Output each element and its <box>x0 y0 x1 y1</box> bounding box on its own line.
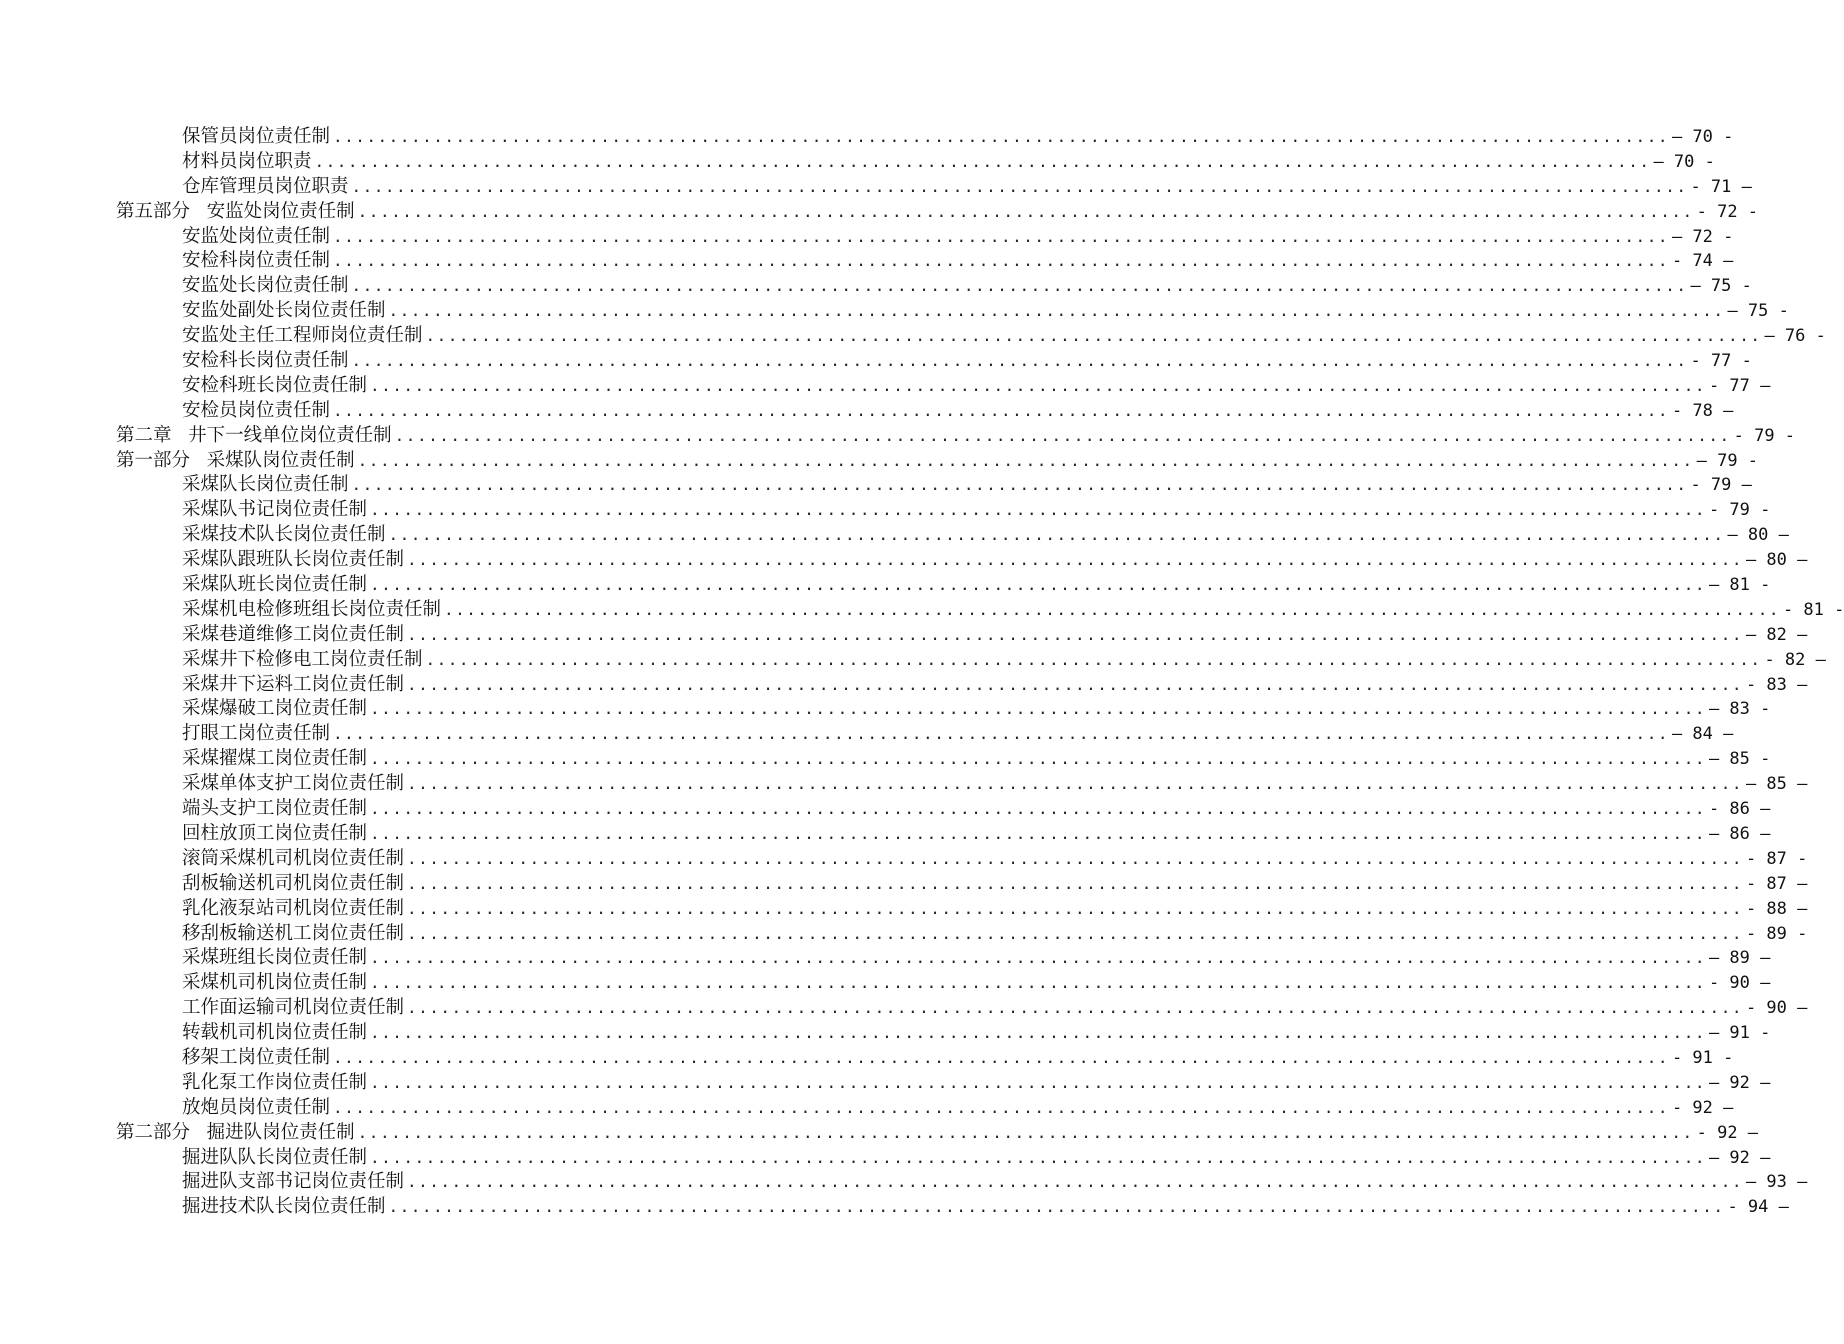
dot-leader: ........................................................................................................................ <box>351 176 1688 196</box>
toc-entry-text: 采煤爆破工岗位责任制 <box>182 698 368 720</box>
toc-entry[interactable] <box>0 374 1771 399</box>
toc-entry-text: 放炮员岗位责任制 <box>182 1096 331 1118</box>
dot-leader: ........................................................................................................................ <box>370 973 1706 993</box>
toc-page-number: - 87 — <box>1745 873 1808 894</box>
toc-entry-text: 井下一线单位岗位责任制 <box>188 424 392 446</box>
toc-entry-text: 采煤擢煤工岗位责任制 <box>182 748 368 770</box>
toc-page-number: - 83 — <box>1745 674 1808 695</box>
toc-entry-title <box>182 722 330 747</box>
toc-entry-title <box>116 449 355 474</box>
toc-entry[interactable] <box>0 1046 1734 1071</box>
toc-entry[interactable] <box>0 872 1808 897</box>
toc-entry-title <box>182 349 349 374</box>
dot-leader: ........................................................................................................................ <box>333 724 1669 744</box>
toc-entry[interactable] <box>0 399 1734 424</box>
toc-entry-title <box>182 847 404 872</box>
dot-leader: ........................................................................................................................ <box>407 624 1743 644</box>
toc-entry-title <box>182 548 404 573</box>
toc-entry-title <box>182 299 386 324</box>
toc-entry-title <box>182 150 312 175</box>
toc-page-number: — 85 - <box>1708 749 1771 770</box>
toc-entry-text: 采煤机司机岗位责任制 <box>182 972 368 994</box>
toc-section-entry[interactable] <box>0 449 1759 474</box>
toc-entry[interactable] <box>0 498 1771 523</box>
dot-leader: ........................................................................................................................ <box>357 450 1694 470</box>
toc-entry-title <box>182 747 367 772</box>
toc-entry[interactable] <box>0 673 1808 698</box>
toc-entry[interactable] <box>0 349 1752 374</box>
toc-entry-title <box>182 772 404 797</box>
toc-page-number: - 79 — <box>1690 475 1752 496</box>
toc-entry[interactable] <box>0 697 1771 722</box>
dot-leader: ........................................................................................................................ <box>314 151 1651 171</box>
toc-entry-title <box>182 473 349 498</box>
toc-entry-text: 掘进队队长岗位责任制 <box>182 1146 368 1168</box>
toc-entry-title <box>182 274 349 299</box>
toc-entry[interactable] <box>0 125 1734 150</box>
toc-entry[interactable] <box>0 1021 1771 1046</box>
toc-entry-title <box>182 1046 330 1071</box>
toc-entry-title <box>182 822 367 847</box>
toc-section-entry[interactable] <box>0 424 1796 449</box>
toc-page-number: - 72 - <box>1696 201 1759 222</box>
toc-entry[interactable] <box>0 324 1826 349</box>
toc-entry-text: 采煤队长岗位责任制 <box>182 474 349 496</box>
toc-entry-title <box>182 673 404 698</box>
toc-entry[interactable] <box>0 1096 1734 1121</box>
toc-entry-text: 安检科班长岗位责任制 <box>182 374 368 396</box>
toc-page-number: - 94 — <box>1727 1197 1789 1218</box>
toc-entry-text: 移架工岗位责任制 <box>182 1046 331 1068</box>
toc-page-number: — 81 - <box>1708 575 1771 596</box>
toc-page-number: — 70 - <box>1671 127 1734 147</box>
dot-leader: ........................................................................................................................ <box>351 276 1688 296</box>
dot-leader: ........................................................................................................................ <box>333 251 1669 271</box>
toc-page-number: — 93 — <box>1745 1172 1808 1193</box>
toc-entry[interactable] <box>0 747 1771 772</box>
toc-section-prefix: 第二部分 <box>116 1121 191 1143</box>
toc-entry-text: 保管员岗位责任制 <box>182 126 331 147</box>
toc-entry-text: 采煤单体支护工岗位责任制 <box>182 773 405 795</box>
toc-entry-title <box>116 424 392 449</box>
dot-leader: ........................................................................................................................ <box>407 774 1743 794</box>
toc-page-number: — 76 - <box>1764 326 1826 347</box>
toc-entry[interactable] <box>0 996 1808 1021</box>
toc-page-number: - 77 - <box>1690 351 1752 372</box>
toc-entry[interactable] <box>0 598 1844 623</box>
toc-section-entry[interactable] <box>0 200 1759 225</box>
toc-page-number: — 75 - <box>1727 301 1789 322</box>
toc-entry-text: 采煤机电检修班组长岗位责任制 <box>182 598 442 620</box>
dot-leader: ........................................................................................................................ <box>357 201 1694 221</box>
toc-entry[interactable] <box>0 573 1771 598</box>
toc-section-prefix: 第一部分 <box>116 449 191 471</box>
toc-entry-text: 采煤队岗位责任制 <box>206 449 355 471</box>
toc-entry-title <box>182 374 367 399</box>
toc-entry-text: 安检员岗位责任制 <box>182 399 331 421</box>
toc-entry-title <box>182 399 330 424</box>
toc-page-number: — 91 - <box>1708 1023 1771 1044</box>
toc-entry-text: 安检科长岗位责任制 <box>182 350 349 372</box>
toc-entry-text: 安监处岗位责任制 <box>206 200 355 222</box>
toc-entry[interactable] <box>0 623 1808 648</box>
toc-entry-text: 工作面运输司机岗位责任制 <box>182 997 405 1019</box>
dot-leader: ........................................................................................................................ <box>407 1172 1743 1192</box>
toc-entry[interactable] <box>0 922 1808 947</box>
toc-entry[interactable] <box>0 1195 1789 1220</box>
toc-entry-text: 移刮板输送机工岗位责任制 <box>182 922 405 944</box>
toc-entry[interactable] <box>0 175 1752 200</box>
toc-page-number: - 92 — <box>1696 1122 1759 1143</box>
dot-leader: ........................................................................................................................ <box>388 525 1725 545</box>
toc-entry-title <box>182 648 423 673</box>
dot-leader: ........................................................................................................................ <box>394 425 1731 445</box>
toc-entry-text: 安检科岗位责任制 <box>182 250 331 272</box>
toc-entry[interactable] <box>0 225 1734 250</box>
toc-entry-text: 端头支护工岗位责任制 <box>182 798 368 820</box>
dot-leader: ........................................................................................................................ <box>407 674 1743 694</box>
dot-leader: ........................................................................................................................ <box>407 998 1743 1018</box>
toc-entry[interactable] <box>0 822 1771 847</box>
toc-entry-text: 采煤井下检修电工岗位责任制 <box>182 648 423 670</box>
dot-leader: ........................................................................................................................ <box>333 127 1669 146</box>
toc-entry-text: 安监处副处长岗位责任制 <box>182 300 386 322</box>
toc-entry-text: 采煤技术队长岗位责任制 <box>182 524 386 546</box>
dot-leader: ........................................................................................................................ <box>407 898 1743 918</box>
toc-entry-text: 掘进技术队长岗位责任制 <box>182 1196 386 1218</box>
toc-entry-text: 采煤队书记岗位责任制 <box>182 499 368 521</box>
toc-entry-title <box>182 946 367 971</box>
toc-entry-text: 掘进队岗位责任制 <box>206 1121 355 1143</box>
dot-leader: ........................................................................................................................ <box>444 599 1780 619</box>
toc-page-number: — 83 - <box>1708 699 1771 720</box>
toc-entry-text: 安监处长岗位责任制 <box>182 275 349 297</box>
toc-entry-text: 材料员岗位职责 <box>182 150 312 172</box>
toc-page-number: — 92 — <box>1708 1147 1771 1168</box>
toc-entry[interactable] <box>0 1071 1771 1096</box>
toc-entry-title <box>182 1021 367 1046</box>
toc-entry-title <box>182 971 367 996</box>
toc-entry-title <box>182 598 441 623</box>
toc-entry-title <box>182 125 330 150</box>
toc-section-entry[interactable] <box>0 1121 1759 1146</box>
dot-leader: ........................................................................................................................ <box>388 301 1725 321</box>
toc-entry-text: 乳化泵工作岗位责任制 <box>182 1071 368 1093</box>
toc-entry-title <box>182 573 367 598</box>
toc-page-number: - 90 — <box>1745 998 1808 1019</box>
dot-leader: ........................................................................................................................ <box>370 375 1706 395</box>
toc-page-number: - 89 - <box>1745 923 1808 944</box>
toc-entry-text: 乳化液泵站司机岗位责任制 <box>182 897 405 919</box>
toc-page-number: - 91 - <box>1671 1047 1734 1068</box>
toc-entry[interactable] <box>0 648 1826 673</box>
toc-entry-title <box>182 498 367 523</box>
dot-leader: ........................................................................................................................ <box>407 550 1743 570</box>
toc-entry-text: 滚筒采煤机司机岗位责任制 <box>182 847 405 869</box>
toc-entry-text: 仓库管理员岗位职责 <box>182 175 349 197</box>
toc-page-number: — 89 — <box>1708 948 1771 969</box>
toc-entry[interactable] <box>0 274 1752 299</box>
dot-leader: ........................................................................................................................ <box>333 1097 1669 1117</box>
toc-entry-title <box>182 623 404 648</box>
dot-leader: ........................................................................................................................ <box>370 1147 1706 1167</box>
toc-page-number: - 74 — <box>1671 251 1734 272</box>
toc-page-number: - 82 — <box>1764 649 1826 670</box>
toc-page-number: — 80 — <box>1727 525 1789 546</box>
toc-entry-title <box>182 249 330 274</box>
toc-entry-text: 安监处岗位责任制 <box>182 225 331 247</box>
dot-leader: ........................................................................................................................ <box>425 649 1762 669</box>
dot-leader: ........................................................................................................................ <box>370 699 1706 719</box>
dot-leader: ........................................................................................................................ <box>370 1023 1706 1043</box>
toc-entry-title <box>182 872 404 897</box>
toc-entry[interactable] <box>0 1146 1771 1171</box>
toc-entry-text: 采煤队班长岗位责任制 <box>182 574 368 596</box>
dot-leader: ........................................................................................................................ <box>333 400 1669 420</box>
toc-entry-title <box>182 897 404 922</box>
toc-page-number: — 75 - <box>1690 276 1752 297</box>
toc-section-prefix: 第二章 <box>116 424 172 446</box>
dot-leader: ........................................................................................................................ <box>388 1197 1725 1217</box>
toc-entry-text: 回柱放顶工岗位责任制 <box>182 822 368 844</box>
dot-leader: ........................................................................................................................ <box>370 749 1706 769</box>
toc-page-number: - 86 — <box>1708 799 1771 820</box>
toc-page-number: - 71 — <box>1690 176 1752 197</box>
toc-page-number: - 88 — <box>1745 898 1808 919</box>
toc-entry-title <box>182 797 367 822</box>
toc-entry[interactable] <box>0 150 1715 175</box>
dot-leader: ........................................................................................................................ <box>407 923 1743 943</box>
toc-page-number: — 82 — <box>1745 624 1808 645</box>
dot-leader: ........................................................................................................................ <box>425 326 1762 346</box>
toc-page-number: — 72 - <box>1671 226 1734 247</box>
toc-entry-title <box>182 922 404 947</box>
toc-entry-title <box>182 1071 367 1096</box>
toc-page-number: - 81 - <box>1782 599 1844 620</box>
toc-page-number: — 86 — <box>1708 823 1771 844</box>
dot-leader: ........................................................................................................................ <box>370 575 1706 595</box>
dot-leader: ........................................................................................................................ <box>370 948 1706 968</box>
toc-section-prefix: 第五部分 <box>116 200 191 222</box>
toc-entry[interactable] <box>0 946 1771 971</box>
toc-page-number: — 84 — <box>1671 724 1734 745</box>
toc-entry-title <box>182 1146 367 1171</box>
dot-leader: ........................................................................................................................ <box>370 823 1706 843</box>
toc-entry[interactable] <box>0 299 1789 324</box>
toc-page-number: — 70 - <box>1653 151 1715 172</box>
toc-entry-text: 采煤队跟班队长岗位责任制 <box>182 549 405 571</box>
toc-entry[interactable] <box>0 897 1808 922</box>
toc-entry-title <box>182 1170 404 1195</box>
toc-entry[interactable] <box>0 772 1808 797</box>
toc-page-number: - 87 - <box>1745 848 1808 869</box>
toc-entry[interactable] <box>0 722 1734 747</box>
toc-entry-title <box>182 697 367 722</box>
toc-entry[interactable] <box>0 473 1752 498</box>
toc-page-number: — 85 — <box>1745 774 1808 795</box>
toc-page-number: — 80 — <box>1745 550 1808 571</box>
toc-entry[interactable] <box>0 971 1771 996</box>
dot-leader: ........................................................................................................................ <box>357 1122 1694 1142</box>
toc-entry-text: 采煤班组长岗位责任制 <box>182 947 368 969</box>
dot-leader: ........................................................................................................................ <box>407 848 1743 868</box>
toc-entry[interactable] <box>0 1170 1808 1195</box>
toc-page-number: - 90 — <box>1708 973 1771 994</box>
toc-entry[interactable] <box>0 847 1808 872</box>
toc-entry[interactable] <box>0 797 1771 822</box>
dot-leader: ........................................................................................................................ <box>333 226 1669 246</box>
dot-leader: ........................................................................................................................ <box>351 351 1688 371</box>
dot-leader: ........................................................................................................................ <box>407 873 1743 893</box>
toc-entry-title <box>182 1195 386 1220</box>
dot-leader: ........................................................................................................................ <box>370 799 1706 819</box>
toc-entry-text: 转载机司机岗位责任制 <box>182 1022 368 1044</box>
toc-entry[interactable] <box>0 523 1789 548</box>
dot-leader: ........................................................................................................................ <box>351 475 1688 495</box>
table-of-contents <box>0 125 1844 1220</box>
toc-entry-title <box>182 996 404 1021</box>
toc-page-number: — 79 - <box>1696 450 1759 471</box>
dot-leader: ........................................................................................................................ <box>333 1047 1669 1067</box>
toc-page-number: - 92 — <box>1671 1097 1734 1118</box>
toc-page-number: — 92 — <box>1708 1072 1771 1093</box>
toc-entry-title <box>116 200 355 225</box>
toc-entry-title <box>182 523 386 548</box>
toc-entry[interactable] <box>0 548 1808 573</box>
toc-entry-title <box>182 1096 330 1121</box>
toc-entry-text: 打眼工岗位责任制 <box>182 723 331 745</box>
toc-entry-title <box>182 175 349 200</box>
toc-entry-text: 采煤巷道维修工岗位责任制 <box>182 623 405 645</box>
toc-entry[interactable] <box>0 249 1734 274</box>
toc-entry-text: 安监处主任工程师岗位责任制 <box>182 325 423 347</box>
toc-entry-title <box>116 1121 355 1146</box>
toc-page-number: - 79 - <box>1733 425 1796 446</box>
toc-entry-text: 采煤井下运料工岗位责任制 <box>182 673 405 695</box>
dot-leader: ........................................................................................................................ <box>370 500 1706 520</box>
toc-entry-title <box>182 225 330 250</box>
toc-entry-title <box>182 324 423 349</box>
toc-page-number: - 77 — <box>1708 375 1771 396</box>
toc-entry-text: 刮板输送机司机岗位责任制 <box>182 872 405 894</box>
dot-leader: ........................................................................................................................ <box>370 1072 1706 1092</box>
toc-page-number: - 79 - <box>1708 500 1771 521</box>
toc-entry-text: 掘进队支部书记岗位责任制 <box>182 1171 405 1193</box>
toc-page-number: - 78 — <box>1671 400 1734 421</box>
